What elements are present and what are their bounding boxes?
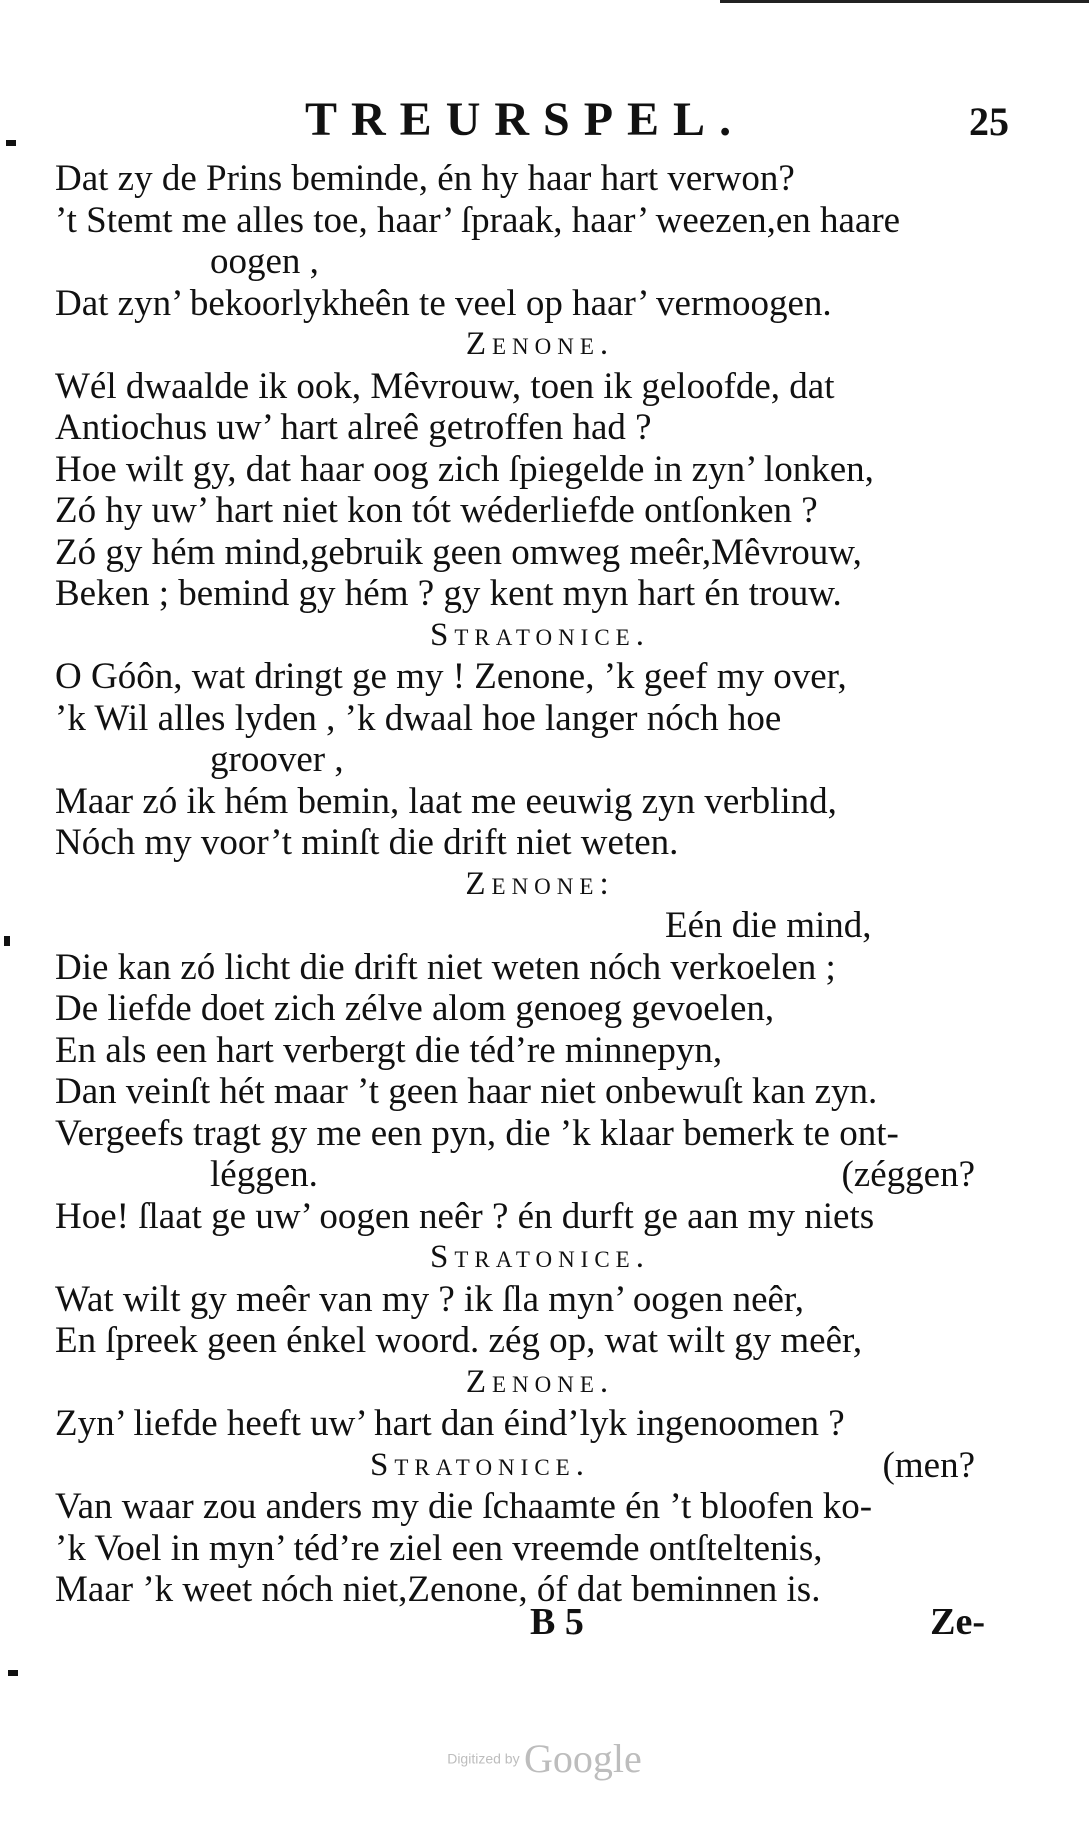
verse-line: Maar zó ik hém bemin, laat me eeuwig zyn verblind, <box>55 780 837 822</box>
catchword: Ze- <box>930 1601 985 1643</box>
verse-text <box>55 158 985 1611</box>
verse-line: Hoe! ſlaat ge uw’ oogen neêr ? én durft ge aan my niets <box>55 1195 875 1237</box>
verse-line: Dan veinſt hét maar ’t geen haar niet onbewuſt kan zyn. <box>55 1071 878 1112</box>
verse-line: Die kan zó licht die drift niet weten nóch verkoelen ; <box>55 946 836 988</box>
speaker-name: Zenone. <box>465 1363 615 1400</box>
verse-line: De liefde doet zich zélve alom genoeg gevoelen, <box>55 988 775 1029</box>
google-logo: Google <box>524 1736 642 1781</box>
verse-line: Van waar zou anders my die ſchaamte én ’t bloofen ko- <box>55 1486 873 1527</box>
signature-mark: B 5 <box>530 1601 584 1643</box>
digitized-watermark <box>0 1735 1089 1782</box>
verse-line: Zó hy uw’ hart niet kon tót wéderliefde ontſonken ? <box>55 490 818 531</box>
speaker-name: Zenone. <box>465 326 615 362</box>
verse-line: Wél dwaalde ik ook, Mêvrouw, toen ik geloofde, dat <box>55 365 835 407</box>
verse-line-continuation: groover , <box>210 739 344 780</box>
verse-line-continuation: oogen , <box>210 241 319 282</box>
verse-line: Antiochus uw’ hart alreê getroffen had ? <box>55 407 652 448</box>
running-title: TREURSPEL. <box>305 93 746 146</box>
verse-overflow: (men? <box>882 1444 975 1486</box>
speaker-line-split <box>55 1445 985 1487</box>
verse-line: Eén die mind, <box>665 905 872 946</box>
verse-line: En ſpreek geen énkel woord. zég op, wat wilt gy meêr, <box>55 1320 863 1361</box>
speaker-name: Zenone: <box>465 865 615 902</box>
verse-line: Zyn’ liefde heeft uw’ hart dan éind’lyk ingenoomen ? <box>55 1403 845 1444</box>
verse-line-continuation: léggen. <box>210 1154 318 1195</box>
verse-line: Nóch my voor’t minſt die drift niet weten. <box>55 822 679 863</box>
margin-mark <box>6 140 16 146</box>
verse-line: Beken ; bemind gy hém ? gy kent myn hart én trouw. <box>55 573 842 614</box>
margin-mark <box>4 936 10 946</box>
page-edge-rule <box>720 0 1089 9</box>
verse-line-split <box>55 1154 985 1196</box>
verse-line: Hoe wilt gy, dat haar oog zich ſpiegelde in zyn’ lonken, <box>55 448 874 490</box>
verse-line: Vergeefs tragt gy me een pyn, die ’k klaar bemerk te ont- <box>55 1112 899 1154</box>
speaker-name: Stratonice. <box>430 1239 650 1275</box>
verse-line: En als een hart verbergt die téd’re minnepyn, <box>55 1029 723 1071</box>
verse-line: ’k Wil alles lyden , ’k dwaal hoe langer nóch hoe <box>55 697 782 739</box>
running-header <box>55 92 1019 152</box>
watermark-prefix: Digitized by <box>447 1750 520 1767</box>
speaker-name: Stratonice. <box>370 1446 590 1483</box>
verse-line: Maar ’k weet nóch niet,Zenone, óf dat beminnen is. <box>55 1569 821 1610</box>
verse-line: O Góôn, wat dringt ge my ! Zenone, ’k geef my over, <box>55 656 847 697</box>
verse-line: Dat zy de Prins beminde, én hy haar hart verwon? <box>55 158 795 199</box>
verse-line: ’k Voel in myn’ téd’re ziel een vreemde ontſteltenis, <box>55 1527 823 1569</box>
page-footer <box>55 1600 985 1650</box>
verse-line: Zó gy hém mind,gebruik geen omweg meêr,Mêvrouw, <box>55 531 862 573</box>
verse-overflow: (zéggen? <box>841 1154 975 1195</box>
verse-line: ’t Stemt me alles toe, haar’ ſpraak, haar’ weezen,en haare <box>55 199 901 241</box>
margin-mark <box>8 1670 18 1676</box>
verse-line: Wat wilt gy meêr van my ? ik ſla myn’ oogen neêr, <box>55 1278 805 1320</box>
speaker-name: Stratonice. <box>430 616 650 653</box>
page-number: 25 <box>969 99 1009 144</box>
verse-line: Dat zyn’ bekoorlykheên te veel op haar’ vermoogen. <box>55 282 832 324</box>
